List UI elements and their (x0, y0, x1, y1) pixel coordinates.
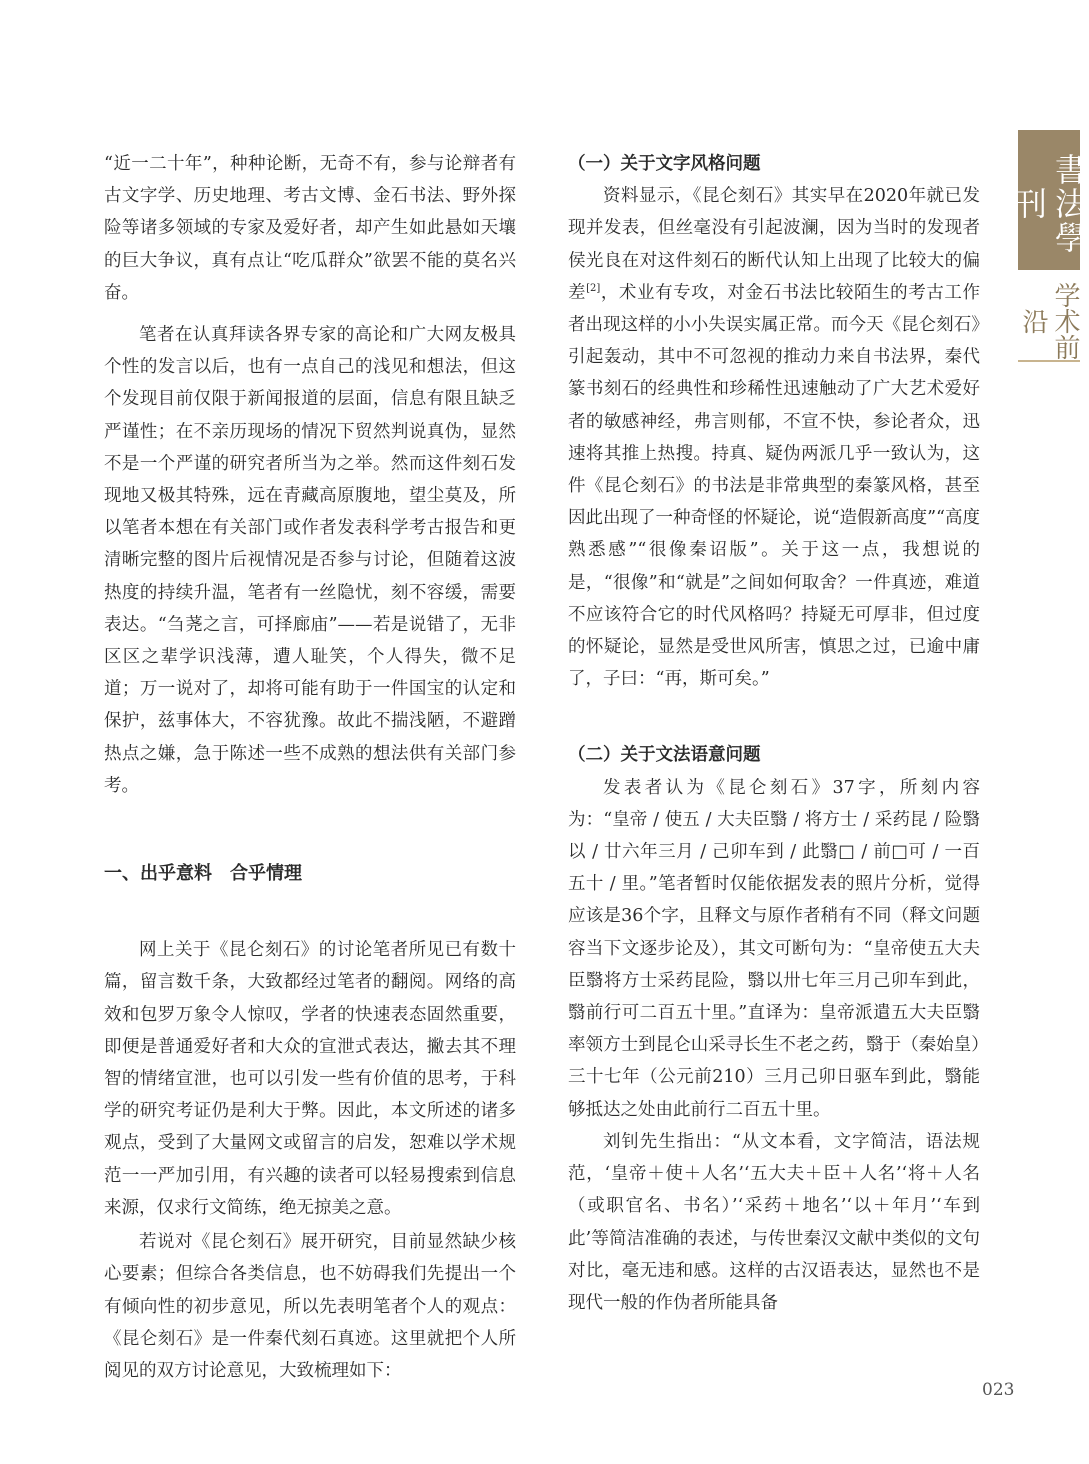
journal-name-tag (1010, 130, 1088, 270)
section-divider (1018, 360, 1080, 362)
paragraph-right-1 (568, 180, 980, 695)
subheading-1: （一）关于文字风格问题 (568, 154, 761, 174)
right-column (568, 148, 980, 1319)
left-column (104, 148, 516, 1387)
subheading-2: （二）关于文法语意问题 (568, 745, 761, 766)
page-number: 023 (982, 1380, 1015, 1400)
section-name: 学术前沿 (1018, 282, 1080, 360)
paragraph-right-3: 刘钊先生指出：“从文本看，文字简洁，语法规范，‘皇帝＋使＋人名’‘五大夫＋臣＋人名’‘将＋人名（或职官名、书名）’‘采药＋地名’‘以＋年月’‘车到此’等简洁准确的表述，与传世秦汉文献中类似的文句对比，毫无违和感。这样的古汉语表达，显然也不是现代一般的作伪者所能具备 (568, 1131, 980, 1313)
paragraph-right-1b: ，术业有专攻，对金石书法比较陌生的考古工作者出现这样的小小失误实属正常。而今天《昆仑刻石》引起轰动，其中不可忽视的推动力来自书法界，秦代篆书刻石的经典性和珍稀性迅速触动了广大艺术爱好者的敏感神经，弗言则郁，不宣不快，参论者众，迅速将其推上热搜。持真、疑伪两派几乎一致认为，这件《昆仑刻石》的书法是非常典型的秦篆风格，甚至因此出现了一种奇怪的怀疑论，说“造假新高度”“高度熟悉感”“很像秦诏版”。关于这一点，我想说的是，“很像”和“就是”之间如何取舍？一件真迹，难道不应该符合它的时代风格吗？持疑无可厚非，但过度的怀疑论，显然是受世风所害，慎思之过，已逾中庸了，子曰：“再，斯可矣。” (568, 282, 981, 690)
paragraph-left-4: 若说对《昆仑刻石》展开研究，目前显然缺少核心要素；但综合各类信息，也不妨碍我们先提出一个有倾向性的初步意见，所以先表明笔者个人的观点：《昆仑刻石》是一件秦代刻石真迹。这里就把个人所阅见的双方讨论意见，大致梳理如下： (104, 1232, 516, 1381)
paragraph-right-2: 发表者认为《昆仑刻石》37字，所刻内容为：“皇帝 / 使五 / 大夫臣翳 / 将方士 / 采药昆 / 险翳以 / 廿六年三月 / 己卯车到 / 此翳□ / 前□可 / 一百五十 / 里。”笔者暂时仅能依据发表的照片分析，觉得应该是36个字，且释文与原作者稍有不同（释文问题容当下文逐步论及），其文可断句为：“皇帝使五大夫臣翳将方士采药昆险，翳以卅七年三月己卯车到此，翳前行可二百五十里。”直译为：皇帝派遣五大夫臣翳率领方士到昆仑山采寻长生不老之药，翳于（秦始皇）三十七年（公元前210）三月己卯日驱车到此，翳能够抵达之处由此前行二百五十里。 (568, 777, 980, 1120)
paragraph-left-2: 笔者在认真拜读各界专家的高论和广大网友极具个性的发言以后，也有一点自己的浅见和想法，但这个发现目前仅限于新闻报道的层面，信息有限且缺乏严谨性；在不亲历现场的情况下贸然判说真伪，显然不是一个严谨的研究者所当为之举。然而这件刻石发现地又极其特殊，远在青藏高原腹地，望尘莫及，所以笔者本想在有关部门或作者发表科学考古报告和更清晰完整的图片后视情况是否参与讨论，但随着这波热度的持续升温，笔者有一丝隐忧，刻不容缓，需要表达。“刍荛之言，可择廊庙”——若是说错了，无非区区之辈学识浅薄，遭人耻笑，个人得失，微不足道；万一说对了，却将可能有助于一件国宝的认定和保护，兹事体大，不容犹豫。故此不揣浅陋，不避蹭热点之嫌，急于陈述一些不成熟的想法供有关部门参考。 (104, 325, 516, 796)
paragraph-right-1a: 资料显示，《昆仑刻石》其实早在2020年就已发现并发表，但丝毫没有引起波澜，因为当时的发现者侯光良在对这件刻石的断代认知上出现了比较大的偏差 (568, 186, 980, 303)
section-heading: 一、出乎意料 合乎情理 (104, 863, 302, 885)
journal-name: 書法學刊 (1010, 153, 1088, 255)
paragraph-left-3: 网上关于《昆仑刻石》的讨论笔者所见已有数十篇，留言数千条，大致都经过笔者的翻阅。网络的高效和包罗万象令人惊叹，学者的快速表态固然重要，即便是普通爱好者和大众的宣泄式表达，撇去其不理智的情绪宣泄，也可以引发一些有价值的思考，于科学的研究考证仍是利大于弊。因此，本文所述的诸多观点，受到了大量网文或留言的启发，恕难以学术规范一一严加引用，有兴趣的读者可以轻易搜索到信息来源，仅求行文简练，绝无掠美之意。 (104, 940, 516, 1218)
paragraph-left-1: “近一二十年”，种种论断，无奇不有，参与论辩者有古文字学、历史地理、考古文博、金石书法、野外探险等诸多领域的专家及爱好者，却产生如此悬如天壤的巨大争议，真有点让“吃瓜群众”欲罢不能的莫名兴奋。 (104, 154, 516, 303)
footnote-ref: [2] (586, 282, 601, 294)
